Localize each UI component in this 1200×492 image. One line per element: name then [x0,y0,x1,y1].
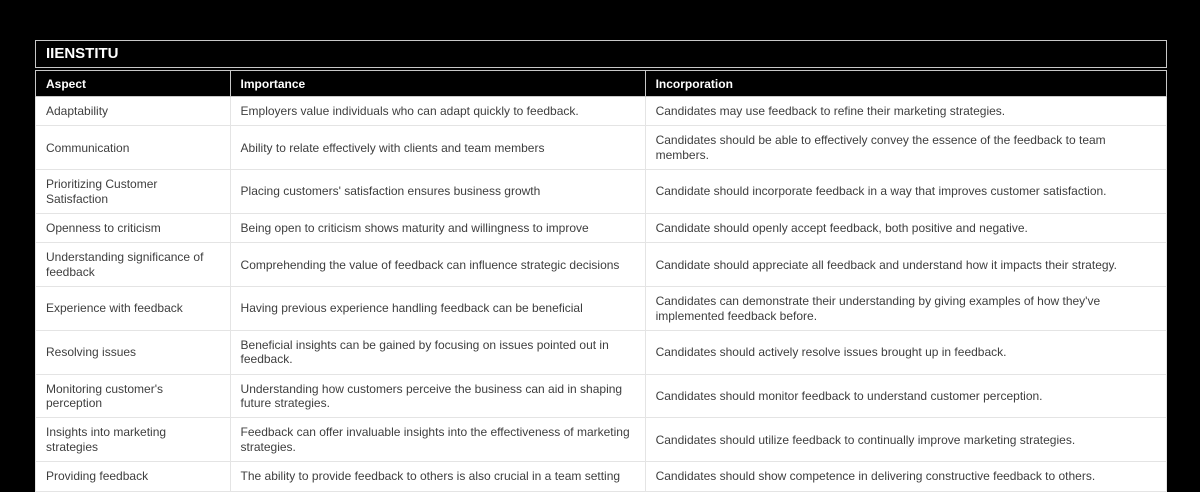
cell-incorporation: Candidates should actively resolve issues brought up in feedback. [645,330,1166,374]
cell-incorporation: Candidates can demonstrate their understanding by giving examples of how they've implemented feedback before. [645,287,1166,331]
cell-aspect: Monitoring customer's perception [36,374,231,418]
cell-aspect: Openness to criticism [36,213,231,242]
cell-importance: Being open to criticism shows maturity and willingness to improve [230,213,645,242]
table-row [36,243,1167,287]
table-row [36,330,1167,374]
cell-incorporation: Candidate should openly accept feedback, both positive and negative. [645,213,1166,242]
table-body [36,97,1167,492]
table-title: IIENSTITU [35,40,1167,68]
cell-aspect: Understanding significance of feedback [36,243,231,287]
table-row [36,97,1167,126]
cell-aspect: Providing feedback [36,462,231,491]
cell-importance: Feedback can offer invaluable insights into the effectiveness of marketing strategies. [230,418,645,462]
cell-importance: Beneficial insights can be gained by focusing on issues pointed out in feedback. [230,330,645,374]
cell-importance: Having previous experience handling feedback can be beneficial [230,287,645,331]
table-row [36,287,1167,331]
cell-incorporation: Candidates should show competence in delivering constructive feedback to others. [645,462,1166,491]
cell-incorporation: Candidates should utilize feedback to continually improve marketing strategies. [645,418,1166,462]
cell-aspect: Experience with feedback [36,287,231,331]
cell-aspect: Prioritizing Customer Satisfaction [36,170,231,214]
cell-importance: The ability to provide feedback to others is also crucial in a team setting [230,462,645,491]
header-row [36,71,1167,97]
column-header-aspect: Aspect [36,71,231,97]
table-row [36,213,1167,242]
table-row [36,462,1167,491]
table-row [36,126,1167,170]
cell-aspect: Adaptability [36,97,231,126]
cell-incorporation: Candidates may use feedback to refine their marketing strategies. [645,97,1166,126]
table-row [36,374,1167,418]
table-header [36,71,1167,97]
cell-importance: Comprehending the value of feedback can influence strategic decisions [230,243,645,287]
column-header-incorporation: Incorporation [645,71,1166,97]
column-header-importance: Importance [230,71,645,97]
cell-importance: Ability to relate effectively with clients and team members [230,126,645,170]
table-row [36,170,1167,214]
cell-aspect: Resolving issues [36,330,231,374]
table-row [36,418,1167,462]
data-table [35,70,1167,492]
cell-aspect: Insights into marketing strategies [36,418,231,462]
cell-incorporation: Candidate should incorporate feedback in a way that improves customer satisfaction. [645,170,1166,214]
cell-aspect: Communication [36,126,231,170]
cell-incorporation: Candidate should appreciate all feedback and understand how it impacts their strategy. [645,243,1166,287]
cell-importance: Understanding how customers perceive the business can aid in shaping future strategies. [230,374,645,418]
cell-importance: Employers value individuals who can adapt quickly to feedback. [230,97,645,126]
cell-incorporation: Candidates should monitor feedback to understand customer perception. [645,374,1166,418]
feedback-table [35,40,1167,492]
cell-importance: Placing customers' satisfaction ensures business growth [230,170,645,214]
cell-incorporation: Candidates should be able to effectively convey the essence of the feedback to team members. [645,126,1166,170]
